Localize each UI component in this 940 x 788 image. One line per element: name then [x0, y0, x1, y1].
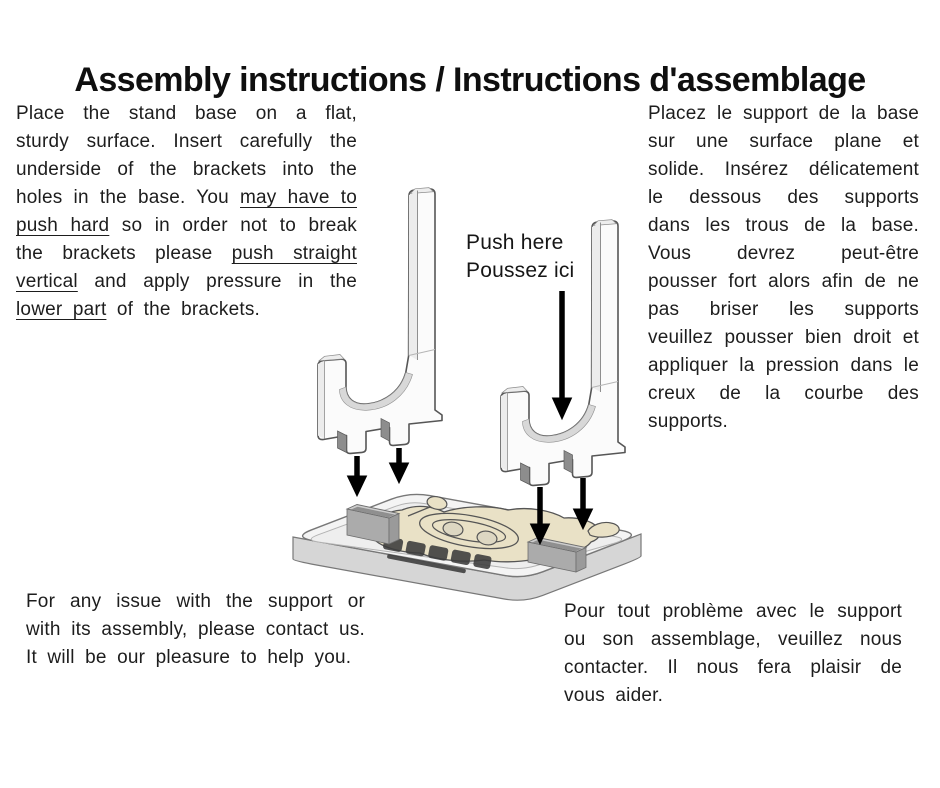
instructions-paragraph-en [16, 100, 357, 324]
insert-arrow-left-1 [348, 456, 367, 496]
instructions-en-underline-push-hard: may have to push hard [16, 187, 357, 236]
push-here-label-fr: Poussez ici [466, 259, 575, 282]
instructions-en-underline-lower-part: lower part [16, 299, 107, 320]
instructions-en-part4: of the brackets. [106, 299, 261, 320]
instructions-paragraph-fr: Placez le support de la base sur une surface plane et solide. Insérez délicatement le dessous des supports dans les trous de la base. Vous devrez peut-être pousser fort alors afin de ne pas briser les supports veuillez pousser bien droit et appliquer la pression dans le creux de la courbe des supports. [648, 103, 919, 432]
page-title: Assembly instructions / Instructions d'assemblage [74, 60, 866, 99]
push-arrow [553, 291, 572, 419]
push-here-label-en: Push here [466, 231, 564, 254]
push-here-label [466, 229, 574, 285]
instructions-en-part3: and apply pressure in the [77, 271, 357, 292]
instructions-en-part2: so in order not to break the brackets please [16, 215, 357, 264]
instructions-en-part1: Place the stand base on a flat, sturdy surface. Insert carefully the underside of the brackets into the holes in the base. You [16, 103, 357, 208]
contact-paragraph-en: For any issue with the support or with its assembly, please contact us. It will be our pleasure to help you. [26, 591, 365, 668]
contact-paragraph-fr: Pour tout problème avec le support ou son assemblage, veuillez nous contacter. Il nous fera plaisir de vous aider. [564, 601, 902, 706]
instructions-en-underline-straight-vertical: push straight vertical [16, 243, 357, 292]
insert-arrow-left-2 [390, 448, 409, 483]
